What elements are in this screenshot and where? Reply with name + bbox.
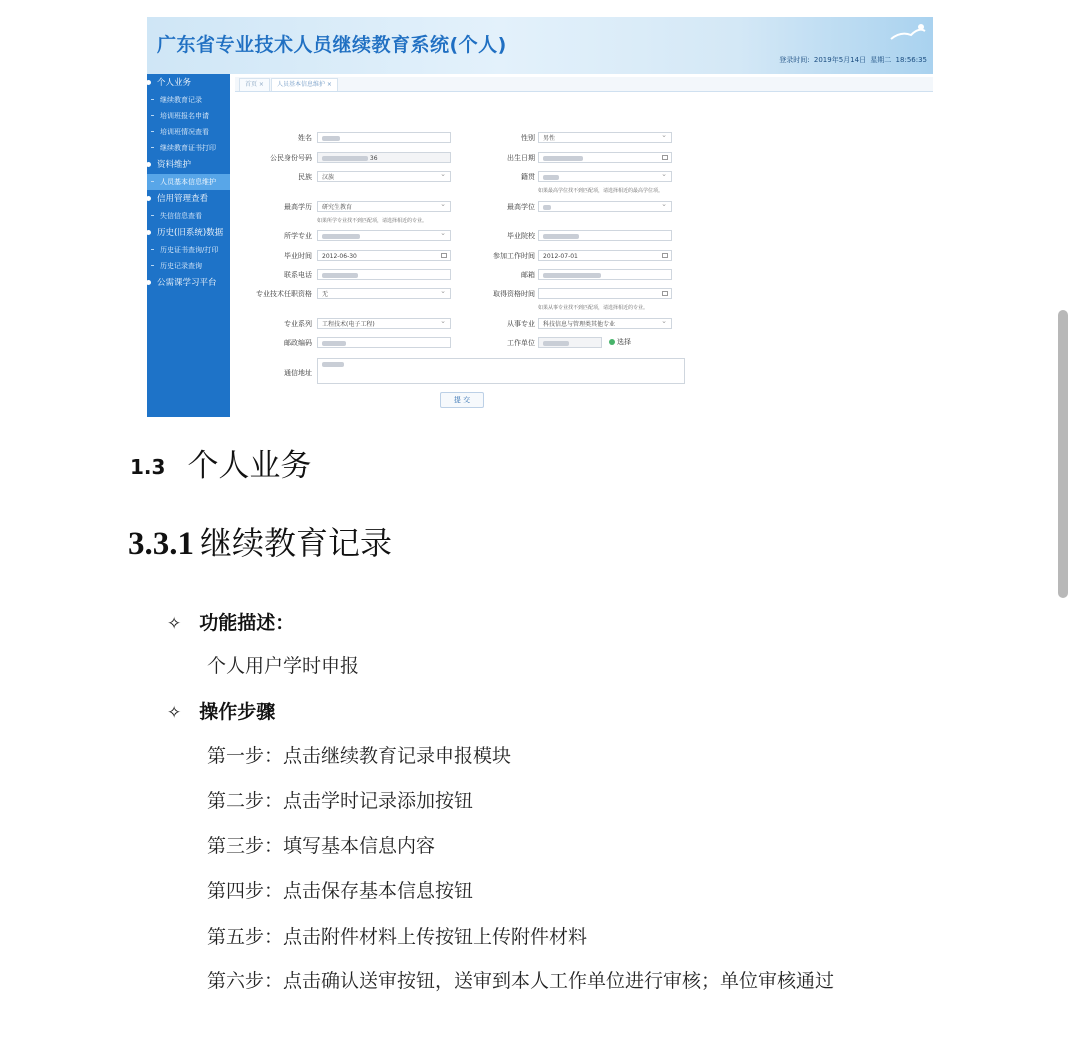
submit-button[interactable]: 提 交 — [440, 392, 484, 408]
nav-group-history[interactable]: 历史(旧系统)数据 — [147, 224, 230, 242]
degree-hint: 如果最高学位找不到匹配项，请选择相近的最高学位项。 — [538, 188, 664, 194]
employer-input[interactable] — [538, 337, 602, 348]
ops-bullet — [167, 697, 275, 724]
nav-item-training-view[interactable]: 培训班情况查看 — [147, 124, 230, 140]
email-label: 邮箱 — [521, 271, 535, 279]
major-hint: 如果所学专业找不到匹配项，请选择相近的专业。 — [317, 218, 428, 224]
func-bullet — [167, 608, 294, 635]
school-label: 毕业院校 — [507, 232, 535, 240]
degree-select[interactable] — [538, 201, 672, 212]
grad-time-value: 2012-06-30 — [322, 253, 357, 260]
postcode-label: 邮政编码 — [284, 339, 312, 347]
nav-group-personal[interactable]: 个人业务 — [147, 74, 230, 92]
work-time-input[interactable] — [538, 250, 672, 261]
degree-label: 最高学位 — [507, 203, 535, 211]
login-time: 18:56:35 — [895, 56, 927, 64]
birth-label: 出生日期 — [507, 154, 535, 162]
edu-select[interactable]: 研究生教育 ⌄ — [317, 201, 451, 212]
tab-home[interactable]: 首页 × — [239, 78, 270, 91]
name-label: 姓名 — [298, 134, 312, 142]
employer-label: 工作单位 — [507, 339, 535, 347]
calendar-icon[interactable] — [662, 155, 668, 160]
step-5: 第五步：点击附件材料上传按钮上传附件材料 — [207, 926, 588, 948]
work-time-value: 2012-07-01 — [543, 253, 578, 260]
nav-item-cert-print[interactable]: 继续教育证书打印 — [147, 140, 230, 156]
page-scrollbar[interactable] — [1058, 310, 1068, 598]
heading-1-3-number: 1.3 — [130, 455, 166, 479]
grad-time-input[interactable] — [317, 250, 451, 261]
calendar-icon[interactable] — [441, 253, 447, 258]
id-label: 公民身份号码 — [270, 154, 312, 162]
step-4: 第四步：点击保存基本信息按钮 — [207, 880, 474, 902]
calendar-icon[interactable] — [662, 291, 668, 296]
gender-select[interactable]: 男性 ⌄ — [538, 132, 672, 143]
nav-item-dishonest[interactable]: 失信信息查看 — [147, 208, 230, 224]
nav-item-basic-info[interactable]: 人员基本信息维护 — [147, 174, 230, 190]
system-screenshot — [147, 17, 933, 417]
ops-title: 操作步骤 — [199, 701, 276, 723]
nav-group-public[interactable]: 公需课学习平台 — [147, 274, 230, 292]
diamond-bullet-icon: ✧ — [167, 614, 182, 634]
edu-label: 最高学历 — [284, 203, 312, 211]
heading-3-3-1-number: 3.3.1 — [128, 526, 194, 562]
func-text: 个人用户学时申报 — [207, 655, 360, 677]
ethnic-select[interactable]: 汉族 ⌄ — [317, 171, 451, 182]
step-6: 第六步：点击确认送审按钮，送审到本人工作单位进行审核；单位审核通过 — [207, 970, 835, 992]
login-info — [777, 55, 927, 65]
address-label: 通信地址 — [284, 369, 312, 377]
field-hint: 如果从事专业找不到匹配项，请选择相近的专业。 — [538, 305, 649, 311]
native-label: 籍贯 — [521, 173, 535, 181]
choose-employer-button[interactable] — [609, 337, 631, 347]
step-2: 第二步：点击学时记录添加按钮 — [207, 790, 474, 812]
tab-basic-info[interactable]: 人员基本信息维护 × — [271, 78, 338, 91]
login-weekday: 星期二 — [870, 56, 892, 64]
grad-time-label: 毕业时间 — [284, 252, 312, 260]
nav-group-profile[interactable]: 资料维护 — [147, 156, 230, 174]
tab-bar — [235, 77, 933, 92]
nav-item-history-cert[interactable]: 历史证书查询/打印 — [147, 242, 230, 258]
series-label: 专业系列 — [284, 320, 312, 328]
heading-1-3-text: 个人业务 — [187, 448, 312, 484]
step-3: 第三步：填写基本信息内容 — [207, 835, 436, 857]
calendar-icon[interactable] — [662, 253, 668, 258]
diamond-bullet-icon: ✧ — [167, 703, 182, 723]
heading-1-3 — [130, 440, 311, 485]
nav-group-credit[interactable]: 信用管理查看 — [147, 190, 230, 208]
login-date: 2019年5月14日 — [813, 56, 867, 64]
tab-basic-info-label: 人员基本信息维护 — [277, 81, 326, 88]
nav-item-records[interactable]: 继续教育记录 — [147, 92, 230, 108]
name-input[interactable] — [317, 132, 451, 143]
nav-item-history-records[interactable]: 历史记录查询 — [147, 258, 230, 274]
basic-info-form — [235, 92, 933, 417]
tab-home-label: 首页 — [245, 81, 258, 88]
phone-label: 联系电话 — [284, 271, 312, 279]
step-1: 第一步：点击继续教育记录申报模块 — [207, 745, 512, 767]
work-time-label: 参加工作时间 — [493, 252, 535, 260]
func-title: 功能描述： — [199, 612, 295, 634]
title-select[interactable]: 无 ⌄ — [317, 288, 451, 299]
address-textarea[interactable] — [317, 358, 685, 384]
heading-3-3-1 — [128, 518, 392, 564]
id-input[interactable] — [317, 152, 451, 163]
title-label: 专业技术任职资格 — [256, 290, 312, 298]
birth-input[interactable] — [538, 152, 672, 163]
field-select[interactable]: 科技信息与管理类其他专业 ⌄ — [538, 318, 672, 329]
postcode-input[interactable] — [317, 337, 451, 348]
qual-time-label: 取得资格时间 — [493, 290, 535, 298]
qual-time-input[interactable] — [538, 288, 672, 299]
major-label: 所学专业 — [284, 232, 312, 240]
major-select[interactable] — [317, 230, 451, 241]
phone-input[interactable] — [317, 269, 451, 280]
email-input[interactable] — [538, 269, 672, 280]
login-label: 登录时间: — [779, 56, 810, 64]
choose-label: 选择 — [617, 338, 631, 346]
native-select[interactable] — [538, 171, 672, 182]
gender-label: 性别 — [521, 134, 535, 142]
nav-item-training-apply[interactable]: 培训班报名申请 — [147, 108, 230, 124]
cloud-decoration-icon — [887, 21, 927, 47]
choose-icon — [609, 339, 615, 345]
system-banner — [147, 17, 933, 74]
id-suffix: 36 — [369, 155, 378, 162]
left-navigation — [147, 74, 230, 417]
system-title: 广东省专业技术人员继续教育系统(个人) — [157, 34, 507, 56]
ethnic-label: 民族 — [298, 173, 312, 181]
field-label: 从事专业 — [507, 320, 535, 328]
heading-3-3-1-text: 继续教育记录 — [200, 524, 393, 562]
series-select[interactable]: 工程技术(电子工程) ⌄ — [317, 318, 451, 329]
school-input[interactable] — [538, 230, 672, 241]
